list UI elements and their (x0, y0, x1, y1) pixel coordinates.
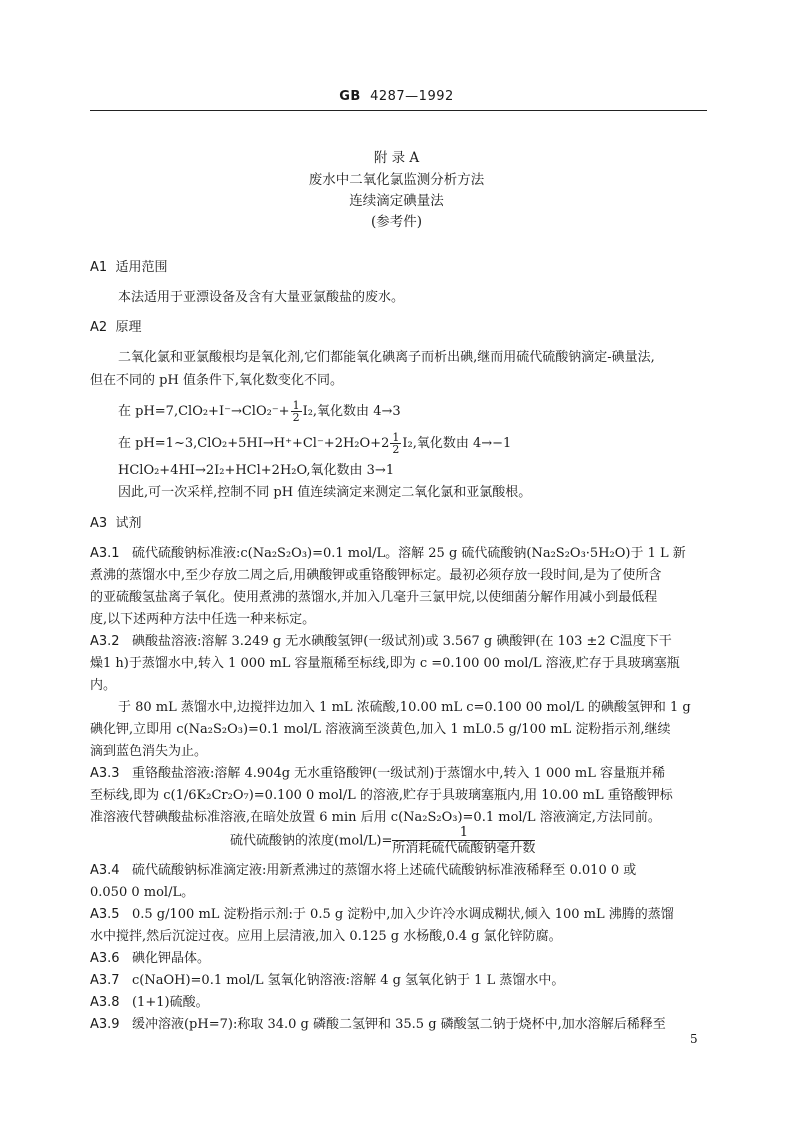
page-number: 5 (690, 1032, 698, 1046)
a3-5-line2: 水中搅拌,然后沉淀过夜。应用上层清液,加入 0.125 g 水杨酸,0.4 g 氯化锌防腐。 (90, 929, 562, 944)
appendix-title: 废水中二氧化氯监测分析方法 (308, 172, 485, 188)
section-heading-a3: A3 试剂 (90, 516, 142, 531)
a3-1-line4: 度,以下述两种方法中任选一种来标定。 (90, 612, 316, 627)
a1-text: 本法适用于亚漂设备及含有大量亚氯酸盐的废水。 (118, 290, 405, 305)
a3-1-line2: 煮沸的蒸馏水中,至少存放二周之后,用碘酸钾或重铬酸钾标定。最初必须存放一段时间,是为了使所含 (90, 568, 662, 583)
section-heading-a2: A2 原理 (90, 320, 142, 335)
a3-7: A3.7 c(NaOH)=0.1 mol/L 氢氧化钠溶液:溶解 4 g 氢氧化钠于 1 L 蒸馏水中。 (90, 973, 565, 988)
appendix-subtitle: 连续滴定碘量法 (349, 193, 444, 209)
appendix-note: (参考件) (370, 214, 423, 230)
a2-para1-line1: 二氧化氯和亚氯酸根均是氧化剂,它们都能氧化碘离子而析出碘,继而用硫代硫酸钠滴定-碘量法, (118, 350, 655, 365)
fraction-half: $\frac{1}{2}$ (392, 431, 400, 456)
a3-8: A3.8 (1+1)硫酸。 (90, 995, 209, 1010)
concentration-formula: 硫代硫酸钠的浓度(mol/L)= $\frac{1}{\text{所消耗硫代硫酸钠毫升数}}$ (230, 825, 536, 856)
a3-5-line1: A3.5 0.5 g/100 mL 淀粉指示剂:于 0.5 g 淀粉中,加入少许冷水调成糊状,倾入 100 mL 沸腾的蒸馏 (90, 907, 674, 922)
a2-para1-line2: 但在不同的 pH 值条件下,氧化数变化不同。 (90, 373, 344, 388)
a3-2-line6: 滴到蓝色消失为止。 (90, 744, 208, 759)
a3-2-line5: 碘化钾,立即用 c(Na₂S₂O₃)=0.1 mol/L 溶液滴至淡黄色,加入 1 mL0.5 g/100 mL 淀粉指示剂,继续 (90, 722, 671, 737)
a3-4-line1: A3.4 硫代硫酸钠标准滴定液:用新煮沸过的蒸馏水将上述硫代硫酸钠标准液稀释至 0.010 0 或 (90, 863, 637, 878)
a2-equation-1: 在 pH=7,ClO₂+I⁻→ClO₂⁻+ $\frac{1}{2}$ I₂,氧化数由 4→3 (118, 399, 401, 424)
a2-para2: 因此,可一次采样,控制不同 pH 值连续滴定来测定二氧化氯和亚氯酸根。 (118, 485, 532, 500)
formula-fraction: $\frac{1}{\text{所消耗硫代硫酸钠毫升数}}$ (392, 825, 536, 856)
running-header (0, 89, 793, 104)
a3-2-line4: 于 80 mL 蒸馏水中,边搅拌边加入 1 mL 浓硫酸,10.00 mL c=0.100 00 mol/L 的碘酸氢钾和 1 g (118, 700, 691, 715)
a2-equation-3: HClO₂+4HI→2I₂+HCl+2H₂O,氧化数由 3→1 (118, 463, 395, 478)
appendix-label: 附 录 A (373, 150, 420, 166)
section-heading-a1: A1 适用范围 (90, 260, 168, 275)
a3-4-line2: 0.050 0 mol/L。 (90, 885, 195, 900)
header-std: GB (339, 89, 361, 104)
fraction-half: $\frac{1}{2}$ (292, 399, 300, 424)
a3-1-line1: A3.1 硫代硫酸钠标准液:c(Na₂S₂O₃)=0.1 mol/L。溶解 25 g 硫代硫酸钠(Na₂S₂O₃·5H₂O)于 1 L 新 (90, 546, 686, 561)
a3-2-line3: 内。 (90, 678, 117, 693)
a3-3-line3: 准溶液代替碘酸盐标准溶液,在暗处放置 6 min 后用 c(Na₂S₂O₃)=0.1 mol/L 溶液滴定,方法同前。 (90, 810, 661, 825)
a3-1-line3: 的亚硫酸氢盐离子氧化。使用煮沸的蒸馏水,并加入几毫升三氯甲烷,以使细菌分解作用减小到最低程 (90, 590, 658, 605)
a3-2-line2: 燥1 h)于蒸馏水中,转入 1 000 mL 容量瓶稀至标线,即为 c =0.100 00 mol/L 溶液,贮存于具玻璃塞瓶 (90, 656, 680, 671)
a3-2-line1: A3.2 碘酸盐溶液:溶解 3.249 g 无水碘酸氢钾(一级试剂)或 3.567 g 碘酸钾(在 103 ±2 C温度下干 (90, 634, 672, 649)
a3-6: A3.6 碘化钾晶体。 (90, 951, 210, 966)
a2-equation-2: 在 pH=1~3,ClO₂+5HI→H⁺+Cl⁻+2H₂O+2 $\frac{1}{2}$ I₂,氧化数由 4→−1 (118, 431, 512, 456)
a3-3-line2: 至标线,即为 c(1/6K₂Cr₂O₇)=0.100 0 mol/L 的溶液,贮存于具玻璃塞瓶内,用 10.00 mL 重铬酸钾标 (90, 788, 673, 803)
a3-9: A3.9 缓冲溶液(pH=7):称取 34.0 g 磷酸二氢钾和 35.5 g 磷酸氢二钠于烧杯中,加水溶解后稀释至 (90, 1017, 666, 1032)
header-number: 4287—1992 (370, 89, 454, 104)
a3-3-line1: A3.3 重铬酸盐溶液:溶解 4.904g 无水重铬酸钾(一级试剂)于蒸馏水中,转入 1 000 mL 容量瓶并稀 (90, 766, 666, 781)
header-rule (90, 110, 707, 111)
